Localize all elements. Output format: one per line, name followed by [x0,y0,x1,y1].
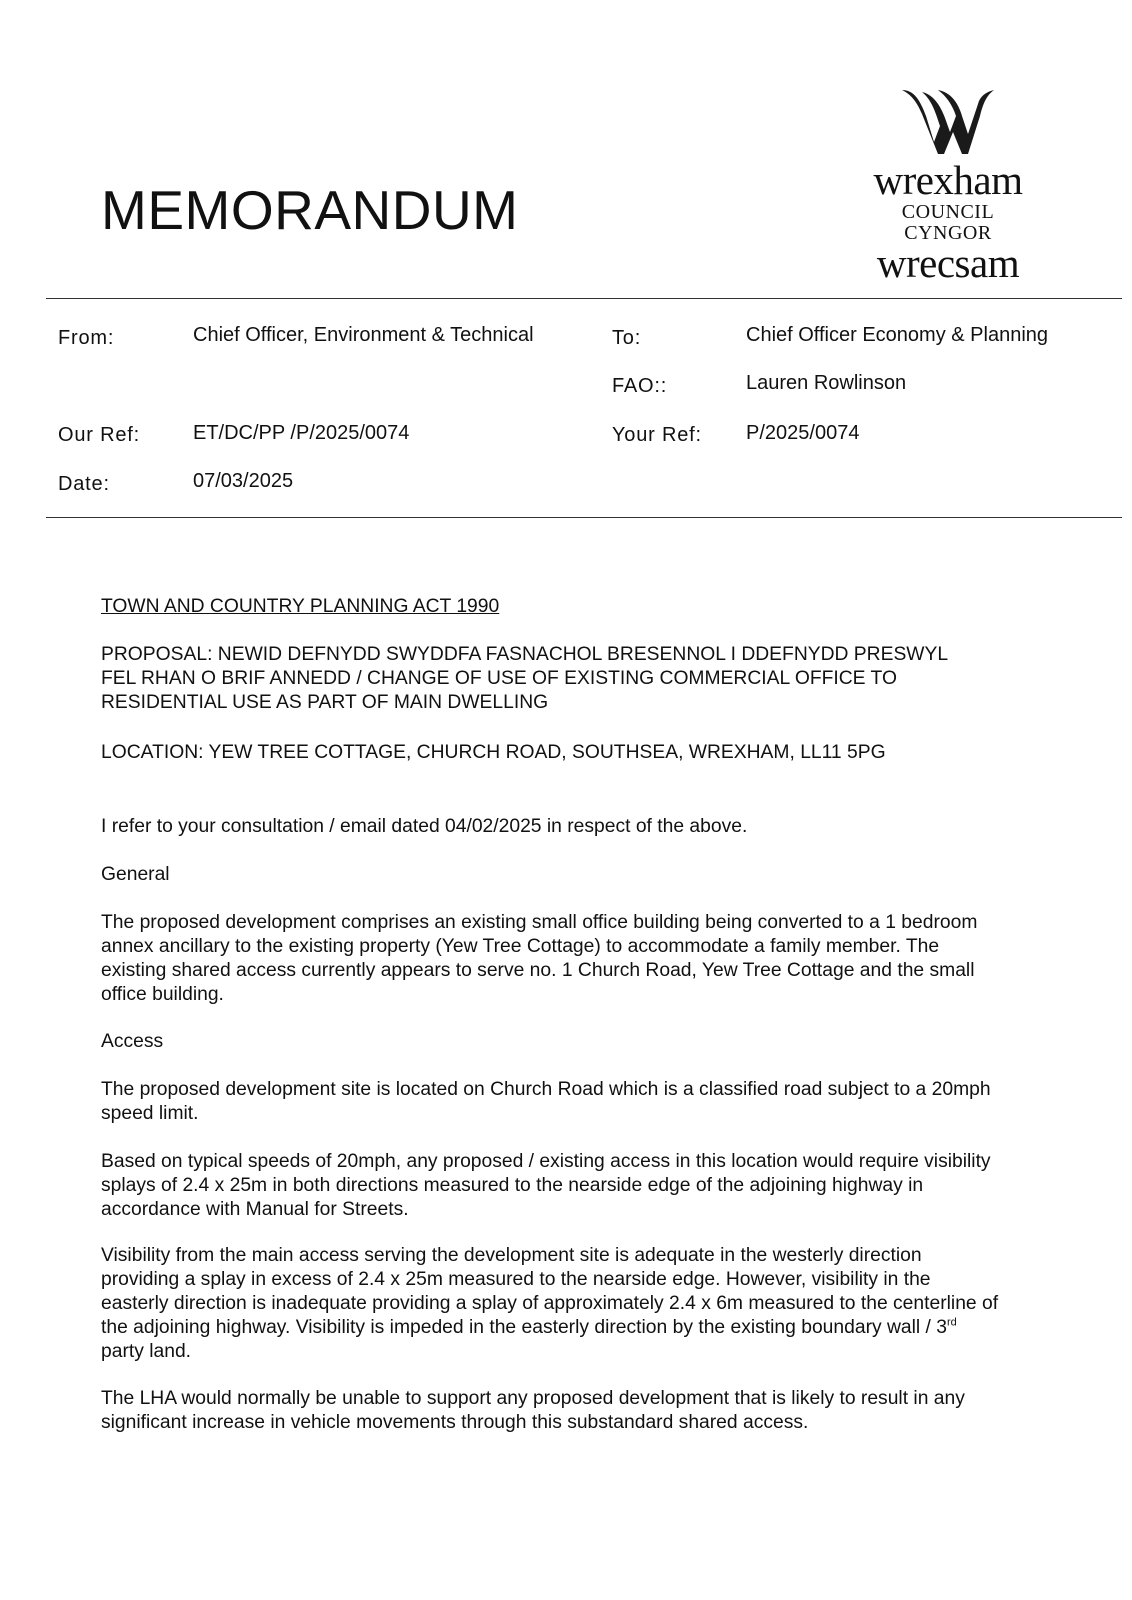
your-ref-value: P/2025/0074 [746,422,860,444]
logo-wrexham-text: wrexham [873,157,1023,203]
intro-text: I refer to your consultation / email dated 04/02/2025 in respect of the above. [101,816,748,837]
logo-council-text: COUNCIL [901,201,995,223]
logo-cyngor-text: CYNGOR [904,222,992,244]
access-paragraph-4: The LHA would normally be unable to support any proposed development that is likely to result in any significant increase in vehicle movements through this substandard shared access. [101,1388,965,1433]
header-bottom-rule [46,517,1122,518]
proposal-text: PROPOSAL: NEWID DEFNYDD SWYDDFA FASNACHOL BRESENNOL I DDEFNYDD PRESWYL FEL RHAN O BRIF ANNEDD / CHANGE OF USE OF EXISTING COMMERCIAL OFFICE TO RESIDENTIAL USE AS PART OF MAIN DWELLING [101,644,948,713]
access-paragraph-3-main: Visibility from the main access serving the development site is adequate in the westerly direction providing a splay in excess of 2.4 x 25m measured to the nearside edge. However, visibility in the easterly direction is inadequate providing a splay of approximately 2.4 x 6m measured to the centerline of the adjoining highway. Visibility is impeded in the easterly direction by the existing boundary wall / 3 [101,1245,999,1338]
from-label: From: [58,327,115,349]
your-ref-label: Your Ref: [612,424,702,446]
fao-label: FAO:: [612,375,668,397]
to-value: Chief Officer Economy & Planning [746,324,1049,346]
fao-value: Lauren Rowlinson [746,372,907,394]
council-logo [868,86,1028,284]
access-paragraph-3 [101,1244,1001,1364]
ordinal-superscript: rd [947,1316,957,1329]
logo-wrecsam-text: wrecsam [876,240,1020,286]
our-ref-value: ET/DC/PP /P/2025/0074 [193,422,410,444]
w-emblem-icon [898,86,998,158]
to-label: To: [612,327,642,349]
access-paragraph-1: The proposed development site is located on Church Road which is a classified road subject to a 20mph speed limit. [101,1079,991,1124]
date-label: Date: [58,473,110,495]
access-heading: Access [101,1031,164,1052]
general-paragraph: The proposed development comprises an existing small office building being converted to a 1 bedroom annex ancillary to the existing property (Yew Tree Cottage) to accommodate a family member. The existing shared access currently appears to serve no. 1 Church Road, Yew Tree Cottage and the small office building. [101,912,978,1005]
location-text: LOCATION: YEW TREE COTTAGE, CHURCH ROAD, SOUTHSEA, WREXHAM, LL11 5PG [101,742,886,763]
access-paragraph-2: Based on typical speeds of 20mph, any proposed / existing access in this location would require visibility splays of 2.4 x 25m in both directions measured to the nearside edge of the adjoining highway in accordance with Manual for Streets. [101,1151,991,1220]
date-value: 07/03/2025 [193,470,294,492]
from-value: Chief Officer, Environment & Technical [193,324,534,346]
act-heading: TOWN AND COUNTRY PLANNING ACT 1990 [101,596,500,617]
our-ref-label: Our Ref: [58,424,140,446]
general-heading: General [101,864,170,885]
access-paragraph-3-end: party land. [101,1341,192,1362]
header-top-rule [46,298,1122,299]
memorandum-title: MEMORANDUM [101,179,519,241]
